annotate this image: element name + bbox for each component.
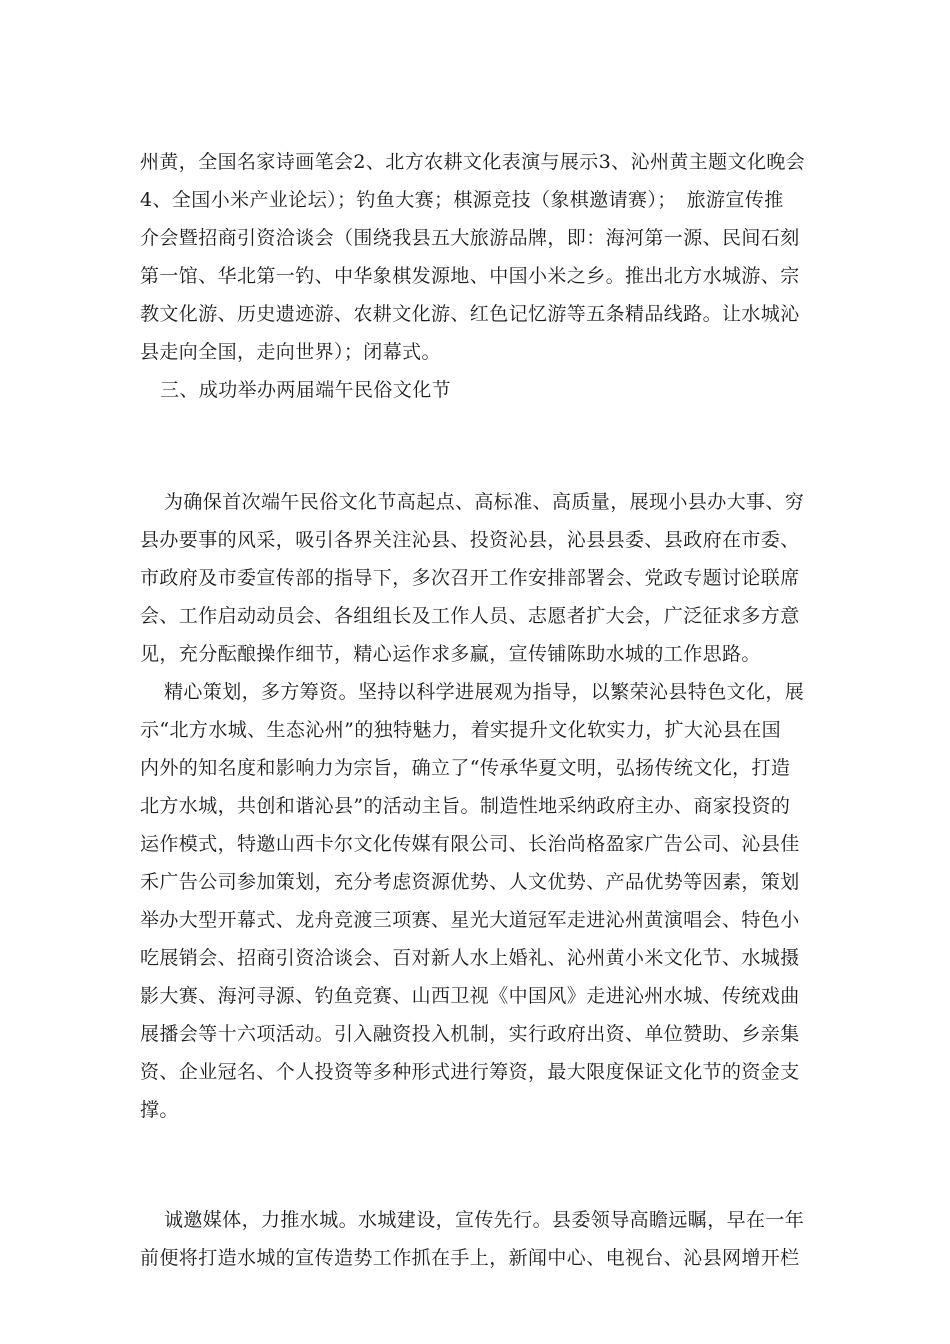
paragraph-line: 展播会等十六项活动。引入融资投入机制，实行政府出资、单位赞助、乡亲集 bbox=[140, 1023, 800, 1045]
paragraph-line: 4、全国小米产业论坛）；钓鱼大赛；棋源竞技（象棋邀请赛）； 旅游宣传推 bbox=[140, 189, 784, 211]
paragraph-line: 运作模式，特邀山西卡尔文化传媒有限公司、长治尚格盈家广告公司、沁县佳 bbox=[140, 833, 800, 855]
paragraph-line: 市政府及市委宣传部的指导下，多次召开工作安排部署会、党政专题讨论联席 bbox=[140, 567, 800, 589]
paragraph-line: 诚邀媒体，力推水城。水城建设，宣传先行。县委领导高瞻远瞩，早在一年 bbox=[164, 1209, 805, 1231]
paragraph-line: 县走向全国，走向世界）；闭幕式。 bbox=[140, 341, 441, 363]
paragraph-line: 吃展销会、招商引资洽谈会、百对新人水上婚礼、沁州黄小米文化节、水城摄 bbox=[140, 947, 800, 969]
paragraph-line: 见，充分酝酿操作细节，精心运作求多赢，宣传铺陈助水城的工作思路。 bbox=[140, 643, 761, 665]
paragraph-line: 禾广告公司参加策划，充分考虑资源优势、人文优势、产品优势等因素，策划 bbox=[140, 871, 800, 893]
paragraph-line: 影大赛、海河寻源、钓鱼竞赛、山西卫视《中国风》走进沁州水城、传统戏曲 bbox=[140, 985, 800, 1007]
paragraph-line: 为确保首次端午民俗文化节高起点、高标准、高质量，展现小县办大事、穷 bbox=[164, 491, 805, 513]
paragraph-line: 举办大型开幕式、龙舟竞渡三项赛、星光大道冠军走进沁州黄演唱会、特色小 bbox=[140, 909, 800, 931]
paragraph-line: 会、工作启动动员会、各组组长及工作人员、志愿者扩大会，广泛征求多方意 bbox=[140, 605, 800, 627]
paragraph-line: 资、企业冠名、个人投资等多种形式进行筹资，最大限度保证文化节的资金支 bbox=[140, 1061, 800, 1083]
paragraph-line: 介会暨招商引资洽谈会（围绕我县五大旅游品牌，即：海河第一源、民间石刻 bbox=[140, 227, 800, 249]
paragraph-line: 精心策划，多方筹资。坚持以科学进展观为指导，以繁荣沁县特色文化，展 bbox=[164, 681, 805, 703]
paragraph-line: 撑。 bbox=[140, 1099, 179, 1121]
paragraph-line: 示“北方水城、生态沁州”的独特魅力，着实提升文化软实力，扩大沁县在国 bbox=[140, 719, 782, 741]
paragraph-line: 州黄，全国名家诗画笔会2、北方农耕文化表演与展示3、沁州黄主题文化晚会 bbox=[140, 151, 806, 173]
paragraph-line: 县办要事的风采，吸引各界关注沁县、投资沁县，沁县县委、县政府在市委、 bbox=[140, 529, 800, 551]
paragraph-line: 第一馆、华北第一钓、中华象棋发源地、中国小米之乡。推出北方水城游、宗 bbox=[140, 265, 800, 287]
section-heading: 三、成功举办两届端午民俗文化节 bbox=[160, 379, 452, 401]
paragraph-line: 教文化游、历史遗迹游、农耕文化游、红色记忆游等五条精品线路。让水城沁 bbox=[140, 303, 800, 325]
paragraph-line: 前便将打造水城的宣传造势工作抓在手上，新闻中心、电视台、沁县网增开栏 bbox=[140, 1247, 800, 1269]
paragraph-line: 北方水城，共创和谐沁县”的活动主旨。制造性地采纳政府主办、商家投资的 bbox=[140, 795, 791, 817]
paragraph-line: 内外的知名度和影响力为宗旨，确立了“传承华夏文明，弘扬传统文化，打造 bbox=[140, 757, 791, 779]
